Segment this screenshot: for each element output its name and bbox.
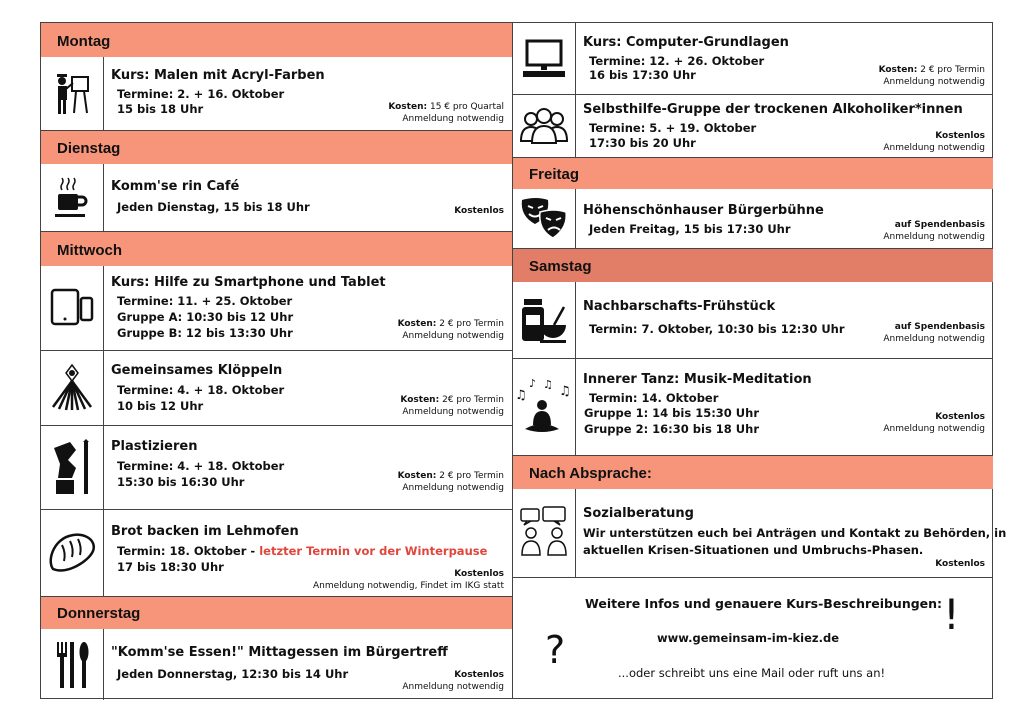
- entry-time: 16 bis 17:30 Uhr: [589, 68, 696, 82]
- entry-dates: Termine: 11. + 25. Oktober: [117, 294, 293, 308]
- entry-cost: Kosten: 2 € pro Termin Anmeldung notwendig: [397, 319, 504, 341]
- entry-title: Höhenschönhauser Bürgerbühne: [583, 203, 824, 218]
- entry-title: Kurs: Computer-Grundlagen: [583, 35, 789, 50]
- day-header-nach-absprache: [513, 456, 993, 489]
- meditation-music-icon: [513, 359, 576, 455]
- entry-fruehstueck: [513, 282, 993, 359]
- day-label: Nach Absprache:: [529, 465, 652, 482]
- svg-text:♪: ♪: [529, 377, 537, 390]
- entry-cost: Kosten: 2 € pro Termin Anmeldung notwendig: [878, 65, 985, 87]
- entry-cost: Kosten: 15 € pro Quartal Anmeldung notwendig: [388, 102, 504, 124]
- entry-time: 15:30 bis 16:30 Uhr: [117, 475, 245, 489]
- entry-dates: Termin: 14. Oktober: [589, 391, 719, 405]
- entry-cost: Kostenlos: [454, 206, 504, 216]
- more-info-heading: Weitere Infos und genauere Kurs-Beschreibungen:: [585, 596, 943, 611]
- entry-cost: Kostenlos Anmeldung notwendig: [402, 670, 504, 692]
- entry-brot: [41, 510, 512, 597]
- entry-title: Plastizieren: [111, 439, 198, 454]
- entry-title: "Komm'se Essen!" Mittagessen im Bürgertreff: [111, 645, 448, 660]
- entry-dates: Termine: 5. + 19. Oktober: [589, 121, 757, 135]
- entry-cost: Kostenlos Anmeldung notwendig: [883, 412, 985, 434]
- svg-text:♫: ♫: [543, 378, 553, 391]
- group-icon: [513, 95, 576, 157]
- question-mark: ?: [545, 628, 566, 672]
- entry-selbsthilfe: [513, 95, 993, 158]
- entry-tanz: [513, 359, 993, 456]
- painter-icon: [41, 57, 104, 130]
- entry-dates: Termine: 4. + 18. Oktober: [117, 383, 285, 397]
- entry-cost: Kostenlos Anmeldung notwendig, Findet im IKG statt: [312, 569, 504, 591]
- website-link[interactable]: www.gemeinsam-im-kiez.de: [657, 631, 839, 645]
- entry-cost: Kostenlos Anmeldung notwendig: [883, 131, 985, 153]
- exclamation-mark: !: [943, 590, 960, 639]
- entry-cost: Kostenlos: [935, 559, 985, 569]
- day-header-donnerstag: [41, 597, 512, 629]
- entry-time: Jeden Dienstag, 15 bis 18 Uhr: [117, 200, 310, 214]
- day-label: Donnerstag: [57, 605, 141, 622]
- day-label: Dienstag: [57, 140, 121, 157]
- theater-masks-icon: [513, 189, 576, 248]
- entry-description-2: aktuellen Krisen-Situationen und Umbruchs-Phasen.: [583, 543, 924, 557]
- entry-cafe: [41, 164, 512, 232]
- entry-group-1: Gruppe 1: 14 bis 15:30 Uhr: [584, 406, 760, 420]
- contact-note: ...oder schreibt uns eine Mail oder ruft uns an!: [618, 666, 886, 680]
- entry-cost: Kosten: 2 € pro Termin Anmeldung notwendig: [397, 471, 504, 493]
- svg-text:♫: ♫: [515, 388, 527, 403]
- entry-smartphone: [41, 266, 512, 351]
- day-header-mittwoch: [41, 232, 512, 266]
- sculpture-icon: [41, 426, 104, 509]
- day-label: Montag: [57, 33, 111, 50]
- entry-sozial: [513, 489, 1007, 578]
- bread-icon: [41, 510, 104, 596]
- entry-computer: [513, 23, 993, 95]
- day-header-montag: [41, 23, 512, 57]
- entry-time: 15 bis 18 Uhr: [117, 102, 204, 116]
- entry-malen: [41, 57, 512, 131]
- day-header-samstag: [513, 249, 993, 282]
- entry-plastizieren: [41, 426, 512, 510]
- right-column: [513, 23, 1007, 698]
- entry-title: Komm'se rin Café: [111, 179, 240, 194]
- day-label: Freitag: [529, 166, 580, 183]
- left-column: [41, 23, 513, 698]
- entry-time: Jeden Freitag, 15 bis 17:30 Uhr: [589, 222, 791, 236]
- entry-description-1: Wir unterstützen euch bei Anträgen und Kontakt zu Behörden, in: [583, 526, 1007, 540]
- entry-time: Termin: 7. Oktober, 10:30 bis 12:30 Uhr: [589, 322, 845, 336]
- entry-cost: Kosten: 2€ pro Termin Anmeldung notwendig: [400, 395, 504, 417]
- entry-dates: Termine: 4. + 18. Oktober: [117, 459, 285, 473]
- entry-title: Brot backen im Lehmofen: [111, 524, 299, 539]
- entry-group-2: Gruppe 2: 16:30 bis 18 Uhr: [584, 422, 760, 436]
- entry-cost: auf Spendenbasis Anmeldung notwendig: [883, 322, 985, 344]
- program-sheet: [40, 22, 1007, 699]
- entry-title: Sozialberatung: [583, 506, 694, 521]
- entry-dates: Termine: 12. + 26. Oktober: [589, 54, 765, 68]
- counseling-icon: [513, 489, 576, 577]
- entry-title: Innerer Tanz: Musik-Meditation: [583, 372, 812, 387]
- entry-title: Kurs: Malen mit Acryl-Farben: [111, 68, 325, 83]
- day-header-dienstag: [41, 131, 512, 164]
- entry-group-b: Gruppe B: 12 bis 13:30 Uhr: [117, 326, 293, 340]
- entry-time: Jeden Donnerstag, 12:30 bis 14 Uhr: [117, 667, 349, 681]
- computer-icon: [513, 23, 576, 94]
- entry-kloeppeln: [41, 351, 512, 426]
- coffee-cup-icon: [41, 164, 104, 231]
- bobbin-lace-icon: [41, 351, 104, 425]
- entry-time: 17 bis 18:30 Uhr: [117, 560, 224, 574]
- svg-text:♫: ♫: [559, 384, 571, 399]
- entry-time: 17:30 bis 20 Uhr: [589, 136, 696, 150]
- more-info-box: [513, 576, 993, 698]
- day-label: Samstag: [529, 258, 592, 275]
- day-header-freitag: [513, 158, 993, 189]
- cutlery-icon: [41, 629, 104, 700]
- day-label: Mittwoch: [57, 242, 122, 259]
- entry-title: Kurs: Hilfe zu Smartphone und Tablet: [111, 275, 386, 290]
- entry-group-a: Gruppe A: 10:30 bis 12 Uhr: [117, 310, 294, 324]
- entry-title: Nachbarschafts-Frühstück: [583, 299, 776, 314]
- entry-time: 10 bis 12 Uhr: [117, 399, 204, 413]
- entry-title: Selbsthilfe-Gruppe der trockenen Alkoholiker*innen: [583, 102, 963, 117]
- entry-title: Gemeinsames Klöppeln: [111, 363, 283, 378]
- entry-essen: [41, 629, 512, 700]
- entry-dates: Termin: 18. Oktober - letzter Termin vor der Winterpause: [117, 544, 488, 558]
- entry-buehne: [513, 189, 993, 249]
- winter-break-note: letzter Termin vor der Winterpause: [259, 544, 488, 558]
- breakfast-icon: [513, 282, 576, 358]
- tablet-phone-icon: [41, 266, 104, 350]
- entry-dates: Termine: 2. + 16. Oktober: [117, 87, 285, 101]
- entry-cost: auf Spendenbasis Anmeldung notwendig: [883, 220, 985, 242]
